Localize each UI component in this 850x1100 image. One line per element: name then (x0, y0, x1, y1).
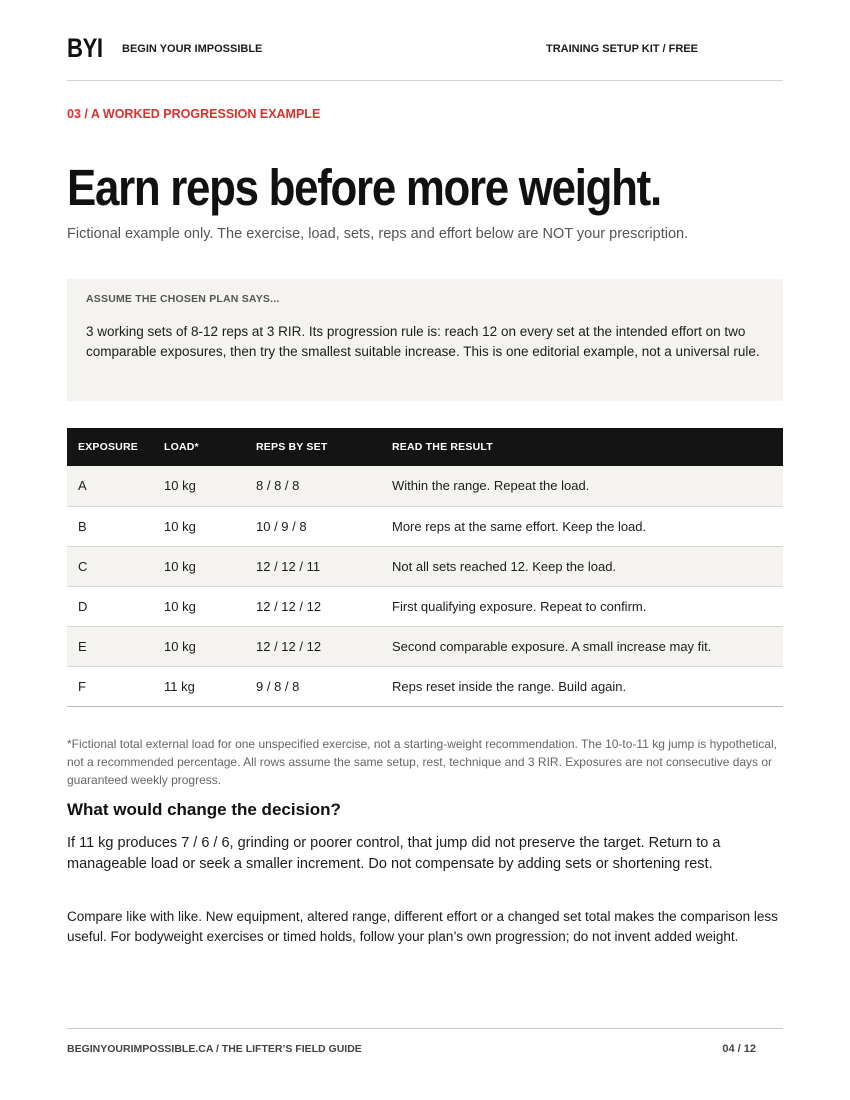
cell-result: Within the range. Repeat the load. (392, 478, 590, 494)
table-row (67, 666, 783, 706)
table-row (67, 546, 783, 586)
cell-result: Reps reset inside the range. Build again. (392, 678, 627, 694)
page-number: 04 / 12 (722, 1043, 756, 1055)
table-footnote: *Fictional total external load for one unspecified exercise, not a starting-weight recommendation. The 10-to-11 kg jump is hypothetical, not a recommended percentage. All rows assume the same setup, rest, technique and 3 RIR. Exposures are not consecutive days or guaranteed weekly progress. (67, 737, 777, 787)
section-label: 03 / A WORKED PROGRESSION EXAMPLE (67, 107, 321, 121)
progression-table (67, 428, 783, 707)
cell-result: Second comparable exposure. A small increase may fit. (392, 638, 712, 654)
cell-exposure: E (78, 638, 87, 654)
cell-reps: 9 / 8 / 8 (256, 678, 300, 694)
column-header-result: READ THE RESULT (392, 441, 493, 453)
footer-source: BEGINYOURIMPOSSIBLE.CA / THE LIFTER’S FIELD GUIDE (67, 1043, 362, 1055)
brand-logo: BYI (67, 33, 103, 63)
cell-reps: 12 / 12 / 11 (256, 558, 321, 574)
page (67, 0, 783, 1100)
column-header-exposure: EXPOSURE (78, 441, 138, 453)
cell-exposure: F (78, 678, 86, 694)
cell-result: Not all sets reached 12. Keep the load. (392, 558, 617, 574)
cell-exposure: B (78, 518, 87, 534)
cell-load: 10 kg (164, 558, 196, 574)
cell-load: 10 kg (164, 598, 196, 614)
column-header-load: LOAD* (164, 441, 199, 453)
cell-reps: 12 / 12 / 12 (256, 638, 322, 654)
cell-reps: 8 / 8 / 8 (256, 478, 300, 494)
table-row (67, 626, 783, 666)
brand-name: BEGIN YOUR IMPOSSIBLE (122, 43, 263, 55)
kit-label: TRAINING SETUP KIT / FREE (546, 43, 698, 55)
cell-result: More reps at the same effort. Keep the load. (392, 518, 647, 534)
cell-load: 10 kg (164, 518, 196, 534)
compare-paragraph: Compare like with like. New equipment, altered range, different effort or a changed set total makes the comparison less useful. For bodyweight exercises or timed holds, follow your plan’s own progression; do not invent added weight. (67, 909, 778, 944)
assumption-label: ASSUME THE CHOSEN PLAN SAYS... (86, 293, 280, 305)
cell-exposure: C (78, 558, 88, 574)
cell-load: 10 kg (164, 478, 196, 494)
question-text: If 11 kg produces 7 / 6 / 6, grinding or poorer control, that jump did not preserve the target. Return to a manageable load or seek a smaller increment. Do not compensate by adding sets or shortening rest. (67, 835, 721, 872)
cell-exposure: A (78, 478, 87, 494)
page-footer (67, 1028, 783, 1055)
cell-reps: 10 / 9 / 8 (256, 518, 307, 534)
table-row (67, 506, 783, 546)
question-heading: What would change the decision? (67, 800, 341, 819)
page-subtitle: Fictional example only. The exercise, load, sets, reps and effort below are NOT your prescription. (67, 226, 689, 242)
cell-reps: 12 / 12 / 12 (256, 598, 322, 614)
table-row (67, 466, 783, 506)
assumption-text: 3 working sets of 8-12 reps at 3 RIR. Its progression rule is: reach 12 on every set at the intended effort on two comparable exposures, then try the smallest suitable increase. This is one editorial example, not a universal rule. (86, 324, 760, 359)
cell-load: 11 kg (164, 678, 195, 694)
table-row (67, 586, 783, 626)
page-header (67, 30, 783, 81)
page-title: Earn reps before more weight. (67, 159, 661, 216)
cell-result: First qualifying exposure. Repeat to confirm. (392, 598, 647, 614)
cell-exposure: D (78, 598, 88, 614)
cell-load: 10 kg (164, 638, 196, 654)
assumption-box (67, 279, 783, 401)
table-header-row (67, 428, 783, 466)
column-header-reps: REPS BY SET (256, 441, 328, 453)
